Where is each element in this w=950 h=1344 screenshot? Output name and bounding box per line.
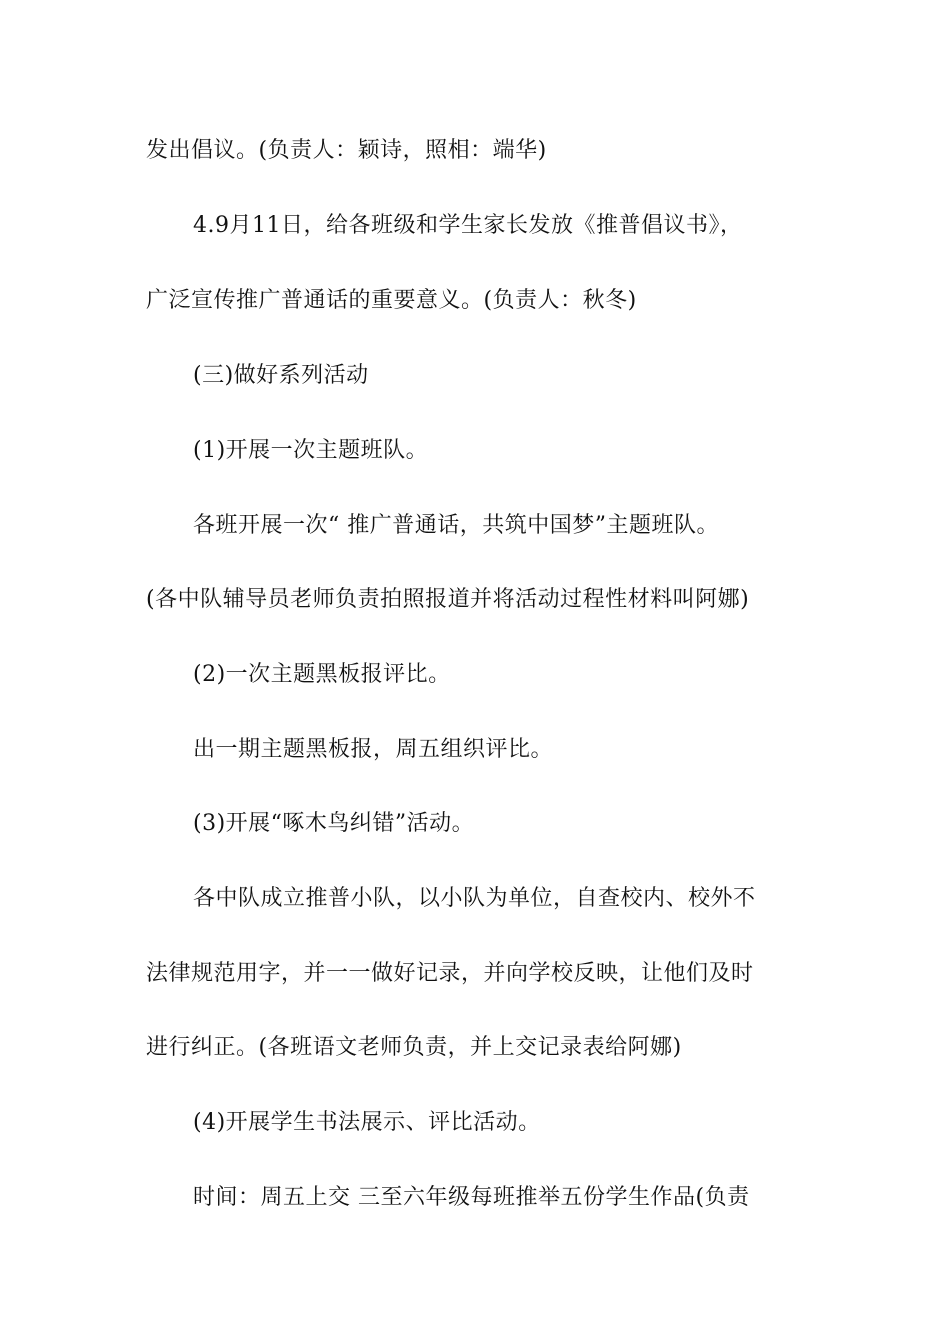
subsection-heading: (4)开展学生书法展示、评比活动。 [193,1110,541,1135]
text-line: 进行纠正。(各班语文老师负责，并上交记录表给阿娜) [146,1035,682,1060]
text-line: 时间：周五上交 三至六年级每班推举五份学生作品(负责 [193,1185,750,1210]
section-heading: (三)做好系列活动 [193,363,369,388]
text-line: (各中队辅导员老师负责拍照报道并将活动过程性材料叫阿娜) [146,587,750,612]
text-line: 法律规范用字，并一一做好记录，并向学校反映，让他们及时 [146,961,754,986]
text-line: 广泛宣传推广普通话的重要意义。(负责人：秋冬) [146,288,637,313]
subsection-heading: (3)开展“啄木鸟纠错”活动。 [193,811,475,836]
subsection-heading: (2)一次主题黑板报评比。 [193,662,451,687]
text-line: 4.9月11日，给各班级和学生家长发放《推普倡议书》， [193,213,743,238]
subsection-heading: (1)开展一次主题班队。 [193,438,429,463]
text-line: 发出倡议。(负责人：颖诗，照相：端华) [146,138,547,163]
text-line: 各班开展一次“ 推广普通话，共筑中国梦”主题班队。 [193,513,719,538]
text-line: 各中队成立推普小队，以小队为单位，自查校内、校外不 [193,886,756,911]
text-line: 出一期主题黑板报，周五组织评比。 [193,737,554,762]
